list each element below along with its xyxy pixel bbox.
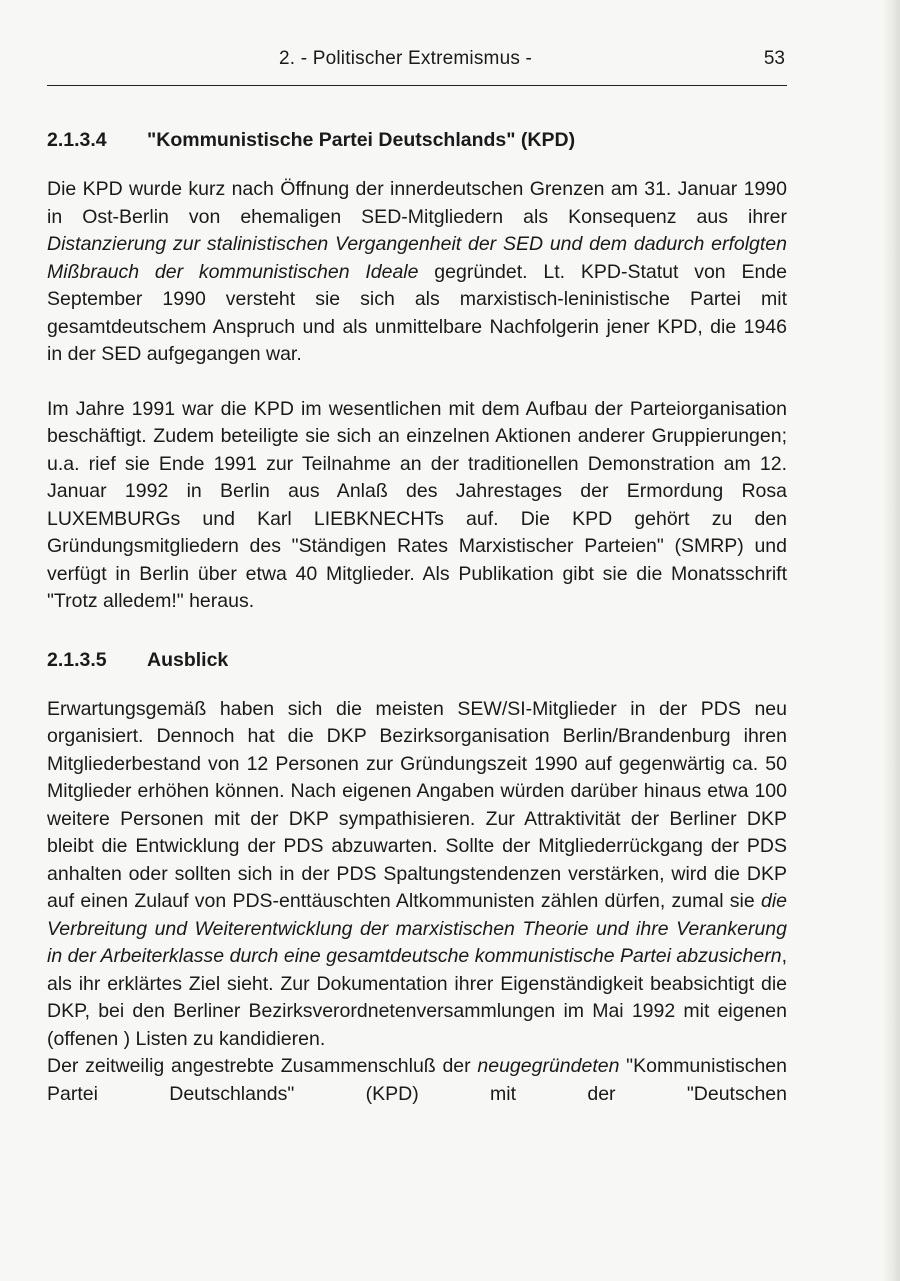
italic-run: die Verbreitung und Weiterentwicklung der marxistischen Theorie und ihre Verankerung in der Arbeiterklasse durch eine gesamtdeutsche kommunistische Partei abzusichern	[47, 890, 787, 967]
section-heading-ausblick	[47, 646, 787, 674]
text-run: , als ihr erklärtes Ziel sieht. Zur Dokumentation ihrer Eigenständigkeit beabsichtigt die DKP, bei den Berliner Bezirksverordnetenversammlungen im Mai 1992 mit eigenen (offenen ) Listen zu kandidieren.	[47, 945, 787, 1050]
running-header-title: 2. - Politischer Extremismus -	[279, 48, 533, 69]
document-body	[47, 126, 787, 1108]
italic-run: Distanzierung zur stalinistischen Vergangenheit der SED und dem dadurch erfolgten Mißbrauch der kommunistischen Ideale	[47, 233, 787, 283]
paragraph-ausblick	[47, 696, 787, 1054]
text-run: gegründet. Lt. KPD-Statut von Ende September 1990 versteht sie sich als marxistisch-leninistische Partei mit gesamtdeutschem Anspruch und als unmittelbare Nachfolgerin jener KPD, die 1946 in der SED aufgegangen war.	[47, 260, 787, 365]
text-run: Die KPD wurde kurz nach Öffnung der innerdeutschen Grenzen am 31. Januar 1990 in Ost-Berlin von ehemaligen SED-Mitgliedern als Konsequenz aus ihrer	[47, 178, 787, 228]
paragraph-kpd-founding	[47, 176, 787, 369]
section-number: 2.1.3.4	[47, 129, 107, 151]
header-rule	[47, 85, 787, 86]
paragraph-zusammenschluss	[47, 1053, 787, 1108]
running-header	[47, 44, 787, 84]
text-run: "Kommunistischen Partei Deutschlands" (KPD) mit der "Deutschen	[47, 1055, 787, 1105]
text-run: Erwartungsgemäß haben sich die meisten SEW/SI-Mitglieder in der PDS neu organisiert. Dennoch hat die DKP Bezirksorganisation Berlin/Brandenburg ihren Mitgliederbestand von 12 Personen zur Gründungszeit 1990 auf gegenwärtig ca. 50 Mitglieder erhöhen können. Nach eigenen Angaben würden darüber hinaus etwa 100 weitere Personen mit der DKP sympathisieren. Zur Attraktivität der Berliner DKP bleibt die Entwicklung der PDS abzuwarten. Sollte der Mitgliederrückgang der PDS anhalten oder sollten sich in der PDS Spaltungstendenzen verstärken, wird die DKP auf einen Zulauf von PDS-enttäuschten Altkommunisten zählen dürfen, zumal sie	[47, 697, 787, 912]
page-number: 53	[763, 48, 785, 69]
italic-run: neugegründeten	[477, 1055, 620, 1077]
section-heading-kpd	[47, 126, 787, 154]
section-title: "Kommunistische Partei Deutschlands" (KPD)	[147, 129, 576, 151]
text-run: Der zeitweilig angestrebte Zusammenschluß der	[47, 1055, 478, 1077]
section-title: Ausblick	[147, 648, 229, 671]
page-edge-shadow	[882, 0, 900, 1281]
section-number: 2.1.3.5	[47, 648, 107, 671]
paragraph-kpd-1991: Im Jahre 1991 war die KPD im wesentlichen mit dem Aufbau der Parteiorganisation beschäftigt. Zudem beteiligte sie sich an einzelnen Aktionen anderer Gruppierungen; u.a. rief sie Ende 1991 zur Teilnahme an der traditionellen Demonstration am 12. Januar 1992 in Berlin aus Anlaß des Jahrestages der Ermordung Rosa LUXEMBURGs und Karl LIEBKNECHTs auf. Die KPD gehört zu den Gründungsmitgliedern des "Ständigen Rates Marxistischer Parteien" (SMRP) und verfügt in Berlin über etwa 40 Mitglieder. Als Publikation gibt sie die Monatsschrift "Trotz alledem!" heraus.	[47, 397, 787, 612]
